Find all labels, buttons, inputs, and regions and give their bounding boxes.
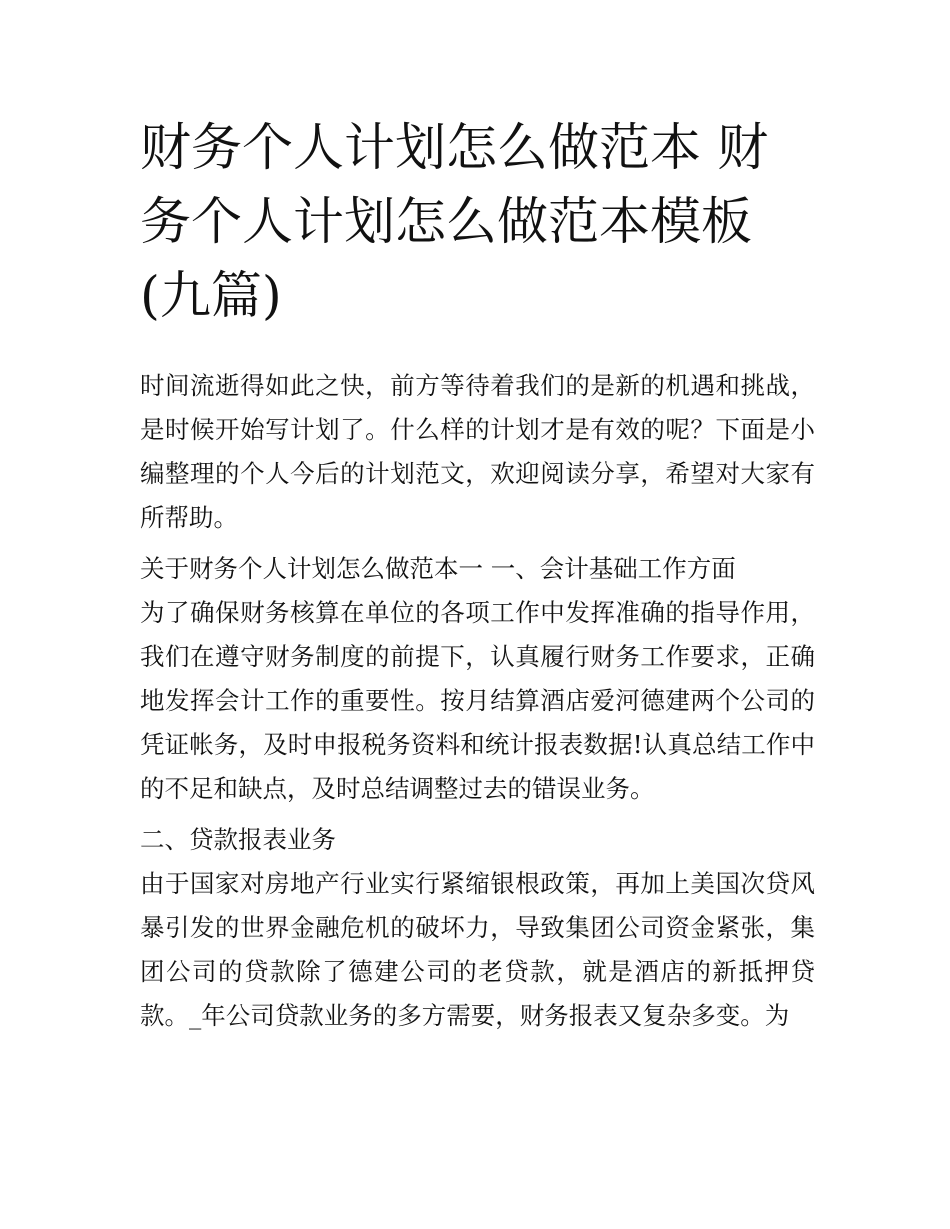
document-title: 财务个人计划怎么做范本 财务个人计划怎么做范本模板(九篇) (140, 119, 769, 326)
document-content (140, 112, 815, 1038)
section1-paragraph: 为了确保财务核算在单位的各项工作中发挥准确的指导作用，我们在遵守财务制度的前提下，认真履行财务工作要求，正确地发挥会计工作的重要性。按月结算酒店爱河德建两个公司的凭证帐务，及时申报税务资料和统计报表数据!认真总结工作中的不足和缺点，及时总结调整过去的错误业务。 (140, 598, 815, 803)
intro-paragraph: 时间流逝得如此之快，前方等待着我们的是新的机遇和挑战，是时候开始写计划了。什么样的计划才是有效的呢？下面是小编整理的个人今后的计划范文，欢迎阅读分享，希望对大家有所帮助。 (140, 371, 815, 532)
section2-heading: 二、贷款报表业务 (140, 825, 336, 854)
section2-paragraph: 由于国家对房地产行业实行紧缩银根政策，再加上美国次贷风暴引发的世界金融危机的破坏力，导致集团公司资金紧张，集团公司的贷款除了德建公司的老贷款，就是酒店的新抵押贷款。_年公司贷款业务的多方需要，财务报表又复杂多变。为 (140, 869, 815, 1030)
document-body (140, 364, 815, 1038)
section1-heading: 关于财务个人计划怎么做范本一 一、会计基础工作方面 (140, 554, 736, 583)
